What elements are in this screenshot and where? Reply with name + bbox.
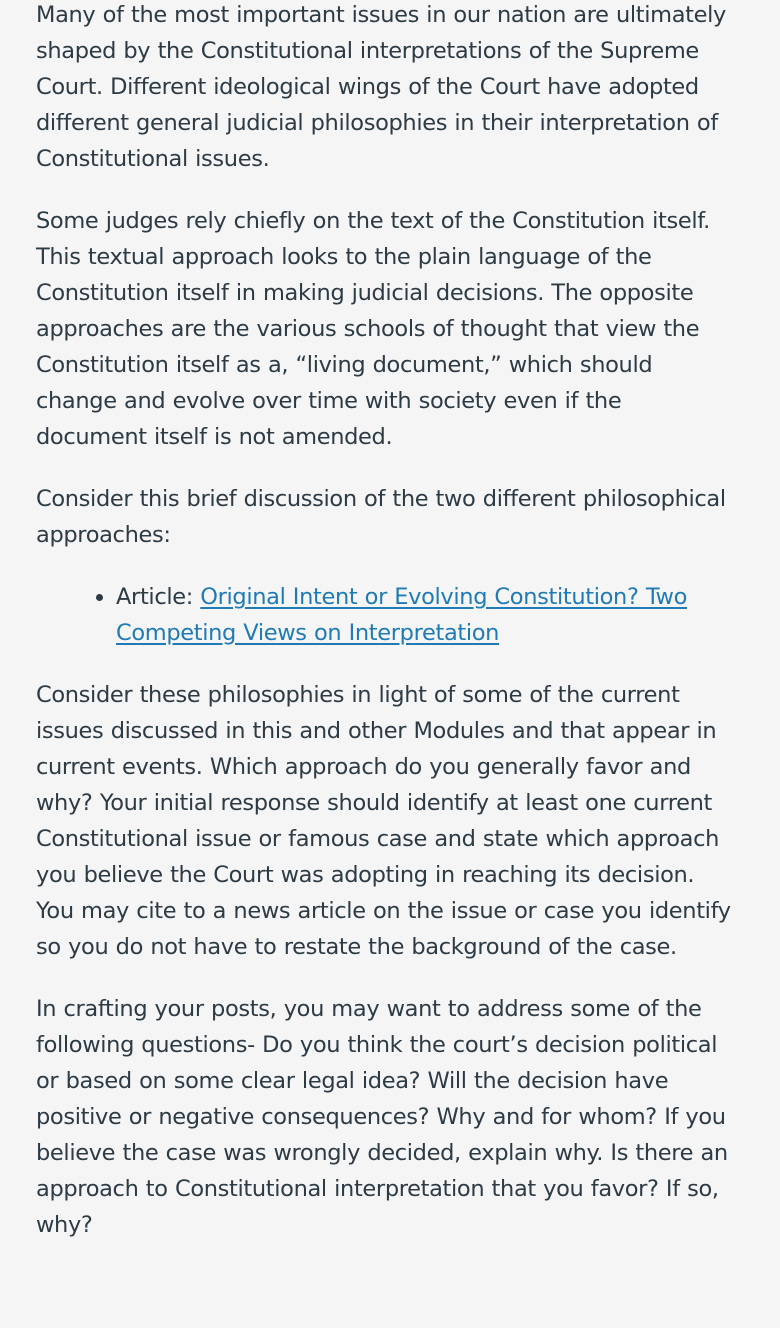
list-item xyxy=(116,579,736,651)
paragraph-textual-approach: Some judges rely chiefly on the text of the Constitution itself. This textual approach looks to the plain language of the Constitution itself in making judicial decisions. The opposite approaches are the various schools of thought that view the Constitution itself as a, “living document,” which should change and evolve over time with society even if the document itself is not amended. xyxy=(36,208,710,450)
article-link[interactable]: Original Intent or Evolving Constitution? Two Competing Views on Interpretation xyxy=(116,584,687,646)
paragraph-consider-discussion: Consider this brief discussion of the two different philosophical approaches: xyxy=(36,486,726,548)
paragraph-instructions: Consider these philosophies in light of some of the current issues discussed in this and other Modules and that appear in current events. Which approach do you generally favor and why? Your initial response should identify at least one current Constitutional issue or famous case and state which approach you believe the Court was adopting in reaching its decision. You may cite to a news article on the issue or case you identify so you do not have to restate the background of the case. xyxy=(36,682,731,960)
discussion-prompt xyxy=(36,0,736,1269)
article-list xyxy=(36,579,736,651)
paragraph-intro: Many of the most important issues in our nation are ultimately shaped by the Constitutional interpretations of the Supreme Court. Different ideological wings of the Court have adopted different general judicial philosophies in their interpretation of Constitutional issues. xyxy=(36,2,726,172)
paragraph-questions: In crafting your posts, you may want to address some of the following questions- Do you think the court’s decision political or based on some clear legal idea? Will the decision have positive or negative consequences? Why and for whom? If you believe the case was wrongly decided, explain why. Is there an approach to Constitutional interpretation that you favor? If so, why? xyxy=(36,996,728,1238)
article-label: Article: xyxy=(116,584,201,610)
